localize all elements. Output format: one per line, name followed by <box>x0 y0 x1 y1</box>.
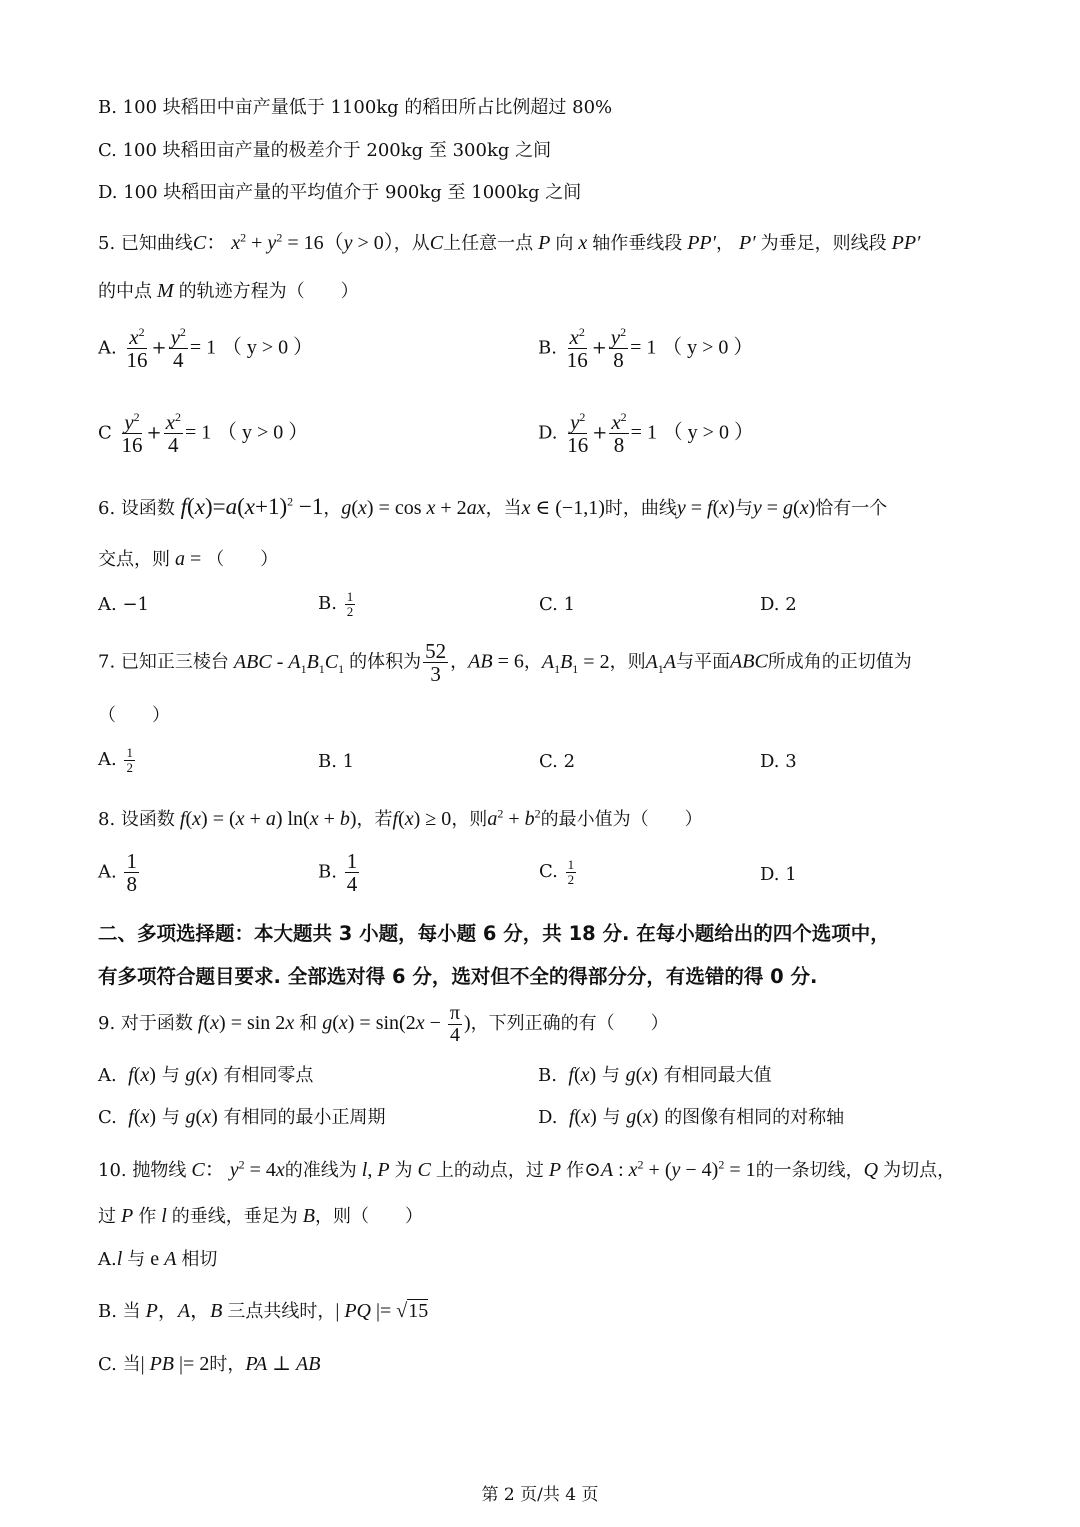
q6-stem-line2: 交点，则 a = （ ） <box>98 548 279 570</box>
q5-option-a: A. $\frac{x^2}{16}$ + $\frac{y^2}{4}$ = 1 （ y > 0 ） <box>98 325 314 373</box>
q9-option-a: A. f(x) 与 g(x) 有相同零点 <box>98 1064 314 1086</box>
q4-option-c: C. 100 块稻田亩产量的极差介于 200kg 至 300kg 之间 <box>98 140 552 161</box>
q8-option-c: C. $\frac{1}{2}$ <box>539 857 575 887</box>
q6-option-c: C. 1 <box>539 594 576 615</box>
q5-option-c: C $\frac{y^2}{16}$ + $\frac{x^2}{4}$ = 1 （ y > 0 ） <box>98 410 309 458</box>
section2-heading-line2: 有多项符合题目要求. 全部选对得 6 分，选对但不全的得部分分，有选错的得 0 分. <box>98 965 818 988</box>
q8-stem: 8. 设函数 f(x) = (x + a) ln(x + b)，若f(x) ≥ 0，则$a^2 + b^2$的最小值为（ ） <box>98 806 703 830</box>
q5-option-b: B. $\frac{x^2}{16}$ + $\frac{y^2}{8}$ = 1 （ y > 0 ） <box>538 325 754 373</box>
q6-option-b: B. $\frac{1}{2}$ <box>318 589 354 619</box>
q7-option-d: D. 3 <box>760 751 797 772</box>
q5-stem-line1: 5. 已知曲线C： $x^2 + y^2 = 16(y > 0)$，从C上任意一点 P 向 x 轴作垂线段 PP′， P′ 为垂足，则线段 PP′ <box>98 230 921 254</box>
q9-option-c: C. f(x) 与 g(x) 有相同的最小正周期 <box>98 1106 386 1128</box>
q6-option-d: D. 2 <box>760 594 797 615</box>
q4-option-b: B. 100 块稻田中亩产量低于 1100kg 的稻田所占比例超过 80% <box>98 97 613 118</box>
q10-stem-line2: 过 P 作 l 的垂线，垂足为 B，则（ ） <box>98 1205 423 1227</box>
q8-option-b: B. $\frac{1}{4}$ <box>318 849 358 897</box>
section2-heading-line1: 二、多项选择题：本大题共 3 小题，每小题 6 分，共 18 分. 在每小题给出的四个选项中， <box>98 922 890 945</box>
q9-option-b: B. f(x) 与 g(x) 有相同最大值 <box>538 1064 772 1086</box>
q5-stem-line2: 的中点 M 的轨迹方程为（ ） <box>98 280 359 302</box>
q7-option-b: B. 1 <box>318 751 355 772</box>
q10-stem-line1: 10. 抛物线 C： $y^2 = 4x$的准线为 l, P 为 C 上的动点，过 P 作⊙A : $x^2 + (y - 4)^2 = 1$的一条切线，Q 为切点， <box>98 1157 956 1181</box>
q7-stem-line2: （ ） <box>98 705 170 726</box>
q10-option-b: B. 当 P，A，B 三点共线时，| PQ |= √15 <box>98 1300 429 1322</box>
q6-stem-line1: 6. 设函数 $f(x)=a(x+1)^2 -1$，g(x) = cos x + 2ax，当x ∈ (−1,1)时，曲线y = f(x)与y = g(x)恰有一个 <box>98 494 888 519</box>
q10-option-c: C. 当| PB |= 2时，PA ⊥ AB <box>98 1353 321 1375</box>
q8-option-d: D. 1 <box>760 864 797 885</box>
q7-stem-line1: 7. 已知正三棱台 ABC - $A_1B_1C_1$ 的体积为 $\frac{52}{3}$ ，AB = 6，$A_1B_1 = 2$，则$A_1A$与平面ABC所成角的正切值为 <box>98 639 912 687</box>
q10-option-a: A.l 与 e A 相切 <box>98 1248 218 1270</box>
q6-option-a: A. −1 <box>98 594 149 615</box>
q5-option-d: D. $\frac{y^2}{16}$ + $\frac{x^2}{8}$ = 1 （ y > 0 ） <box>538 410 754 458</box>
q7-option-a: A. $\frac{1}{2}$ <box>98 745 133 775</box>
q9-option-d: D. f(x) 与 g(x) 的图像有相同的对称轴 <box>538 1106 845 1128</box>
q7-option-c: C. 2 <box>539 751 576 772</box>
q9-stem: 9. 对于函数 f(x) = sin 2x 和 g(x) = sin(2x − $\frac{\pi}{4}$ )，下列正确的有（ ） <box>98 1002 669 1046</box>
page-footer: 第 2 页/共 4 页 <box>481 1485 599 1505</box>
q8-option-a: A. $\frac{1}{8}$ <box>98 849 137 897</box>
q4-option-d: D. 100 块稻田亩产量的平均值介于 900kg 至 1000kg 之间 <box>98 182 582 203</box>
